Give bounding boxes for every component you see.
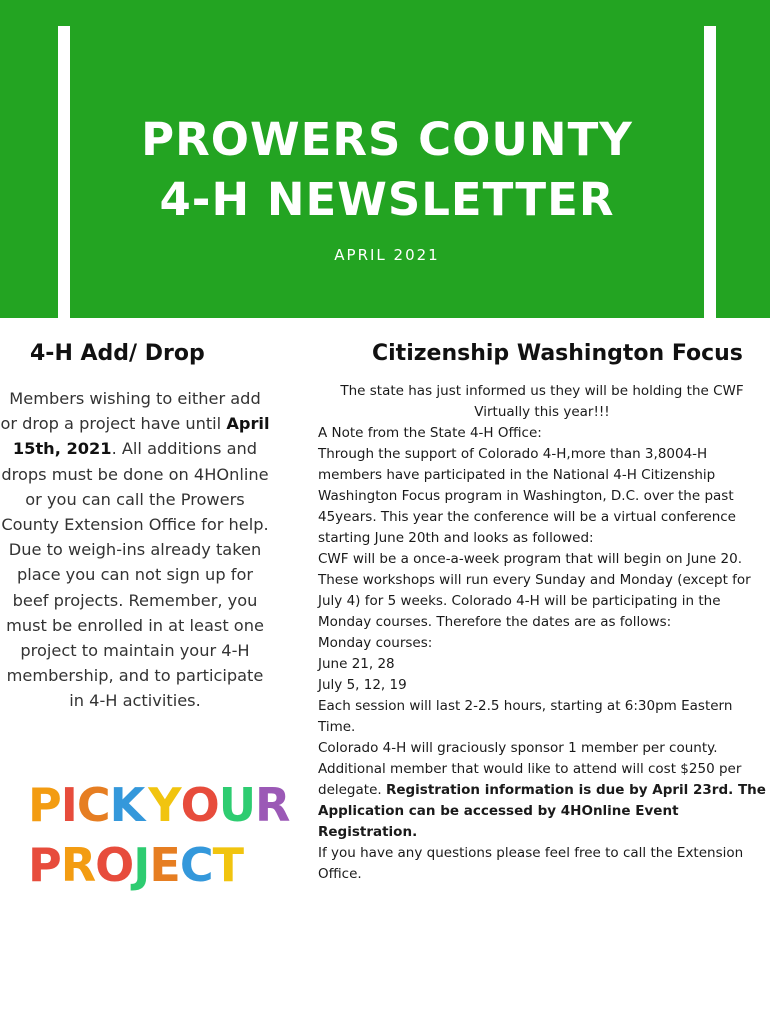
- logo-letter: R: [60, 838, 96, 892]
- logo-letter: U: [218, 778, 256, 832]
- logo-letter: K: [109, 778, 145, 832]
- logo-letter: P: [28, 838, 61, 892]
- cwf-sponsor-text: [318, 738, 766, 843]
- title-line-1: PROWERS COUNTY: [141, 113, 633, 166]
- cwf-registration-deadline: Registration information is due by April 23rd. The Application can be accessed by 4HOnline Event Registration.: [318, 782, 766, 840]
- pick-your-project-logo: [28, 778, 290, 902]
- newsletter-title: [70, 110, 704, 230]
- add-drop-deadline: April 15th, 2021: [12, 414, 270, 459]
- cwf-paragraph-1: Through the support of Colorado 4-H,more than 3,8004-H members have participated in the National 4-H Citizenship Washington Focus program in Washington, D.C. over the past 45years. This year the conference will be a virtual conference starting June 20th and looks as followed:: [318, 446, 736, 546]
- logo-letter: T: [212, 838, 243, 892]
- cwf-dates-july: July 5, 12, 19: [318, 677, 407, 693]
- add-drop-section: [0, 334, 280, 714]
- cwf-dates-june: June 21, 28: [318, 656, 395, 672]
- cwf-paragraph-2: CWF will be a once-a-week program that will begin on June 20. These workshops will run every Sunday and Monday (except for July 4) for 5 weeks. Colorado 4-H will be participating in the Monday courses. Therefore the dates are as follows:: [318, 551, 751, 630]
- cwf-monday-label: Monday courses:: [318, 635, 433, 651]
- cwf-session-info: Each session will last 2-2.5 hours, starting at 6:30pm Eastern Time.: [318, 698, 733, 735]
- logo-letter: R: [255, 778, 290, 832]
- logo-row-1: [28, 778, 290, 832]
- issue-date: APRIL 2021: [334, 246, 440, 264]
- cwf-note-label: A Note from the State 4-H Office:: [318, 425, 542, 441]
- cwf-closing: If you have any questions please feel free to call the Extension Office.: [318, 845, 744, 882]
- cwf-section: [318, 334, 766, 885]
- add-drop-text: [0, 386, 270, 714]
- logo-letter: C: [76, 778, 110, 832]
- cwf-heading: Citizenship Washington Focus: [372, 341, 743, 366]
- logo-letter: P: [28, 778, 61, 832]
- add-drop-heading: 4-H Add/ Drop: [30, 341, 205, 366]
- logo-letter: E: [149, 838, 180, 892]
- logo-letter: Y: [148, 778, 181, 832]
- banner-right-bar: [704, 26, 716, 318]
- logo-letter: J: [133, 838, 150, 892]
- add-drop-text-end: . All additions and drops must be done on 4HOnline or you can call the Prowers County Extension Office for help. Due to weigh-ins already taken place you can not sign up for beef projects. Remember, you must be enrolled in at least one project to maintain your 4-H membership, and to participate in 4-H activities.: [1, 439, 269, 711]
- newsletter-banner: [0, 0, 770, 318]
- logo-letter: I: [60, 778, 77, 832]
- logo-row-2: [28, 838, 264, 892]
- cwf-intro: The state has just informed us they will be holding the CWF Virtually this year!!!: [340, 383, 744, 420]
- add-drop-text-start: Members wishing to either add or drop a project have until: [0, 389, 261, 434]
- logo-letter: C: [179, 838, 213, 892]
- logo-letter: O: [95, 838, 134, 892]
- banner-left-bar: [58, 26, 70, 318]
- title-line-2: 4-H NEWSLETTER: [159, 173, 615, 226]
- logo-letter: O: [180, 778, 219, 832]
- cwf-sponsor-plain: Colorado 4-H will graciously sponsor 1 member per county. Additional member that would like to attend will cost $250 per delegate.: [318, 740, 742, 798]
